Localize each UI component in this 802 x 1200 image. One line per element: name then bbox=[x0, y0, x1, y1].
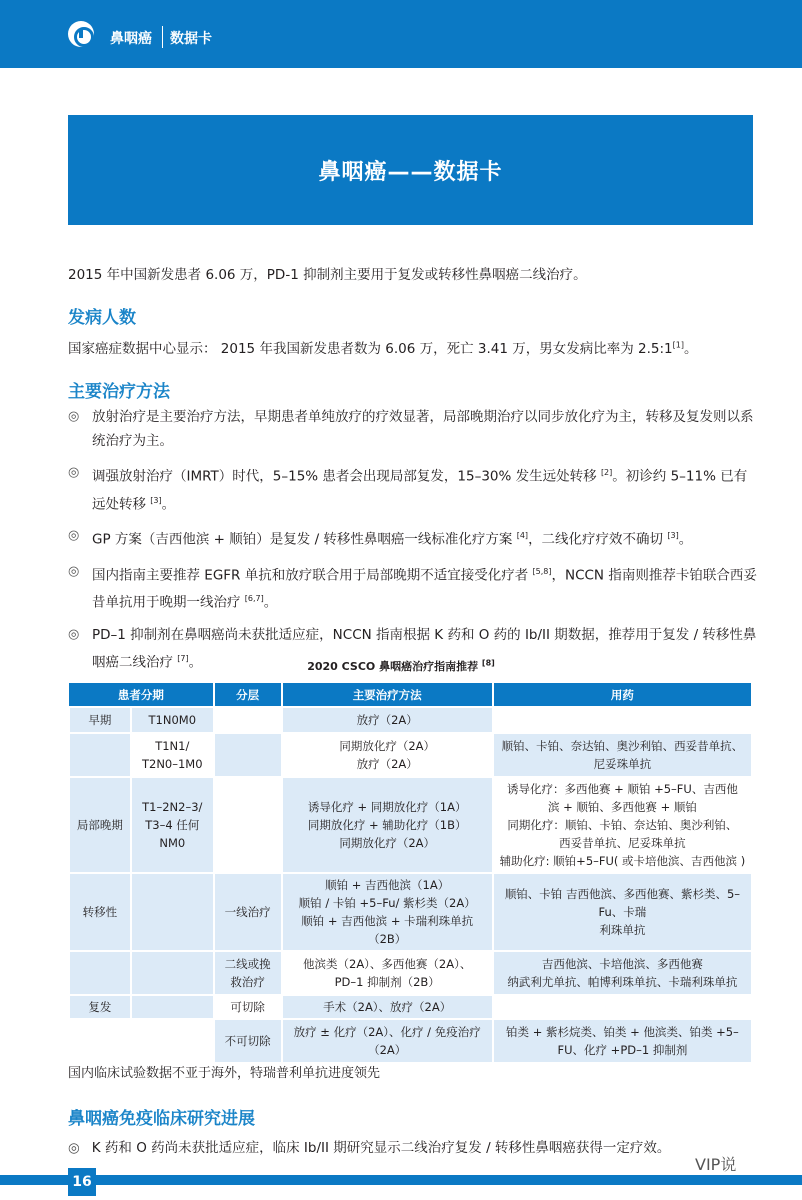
incidence-end: 。 bbox=[683, 341, 698, 357]
method-line: 顺铂 / 卡铂 +5–Fu/ 紫杉类（2A） bbox=[298, 896, 476, 910]
table-header-row bbox=[69, 683, 752, 707]
list-item bbox=[68, 461, 758, 516]
drug-line: 西妥昔单抗、尼妥珠单抗 bbox=[559, 836, 686, 850]
ref: [2] bbox=[600, 468, 613, 477]
substage-cell bbox=[131, 1019, 214, 1063]
caption-text: 2020 CSCO 鼻咽癌治疗指南推荐 bbox=[307, 660, 482, 673]
drug-cell bbox=[493, 777, 752, 873]
drug-line: 尼妥珠单抗 bbox=[593, 757, 652, 771]
ref: [3] bbox=[150, 495, 162, 505]
layer-cell bbox=[214, 733, 282, 777]
method-cell bbox=[282, 873, 493, 951]
method-line: 同期放化疗（2A） bbox=[339, 836, 436, 850]
stage-cell: 早期 bbox=[69, 707, 131, 733]
ref: [4] bbox=[516, 531, 529, 540]
substage-line: T2N0–1M0 bbox=[141, 757, 203, 771]
bullet-icon: ◎ bbox=[68, 528, 80, 543]
title-box bbox=[68, 115, 753, 225]
col-header: 主要治疗方法 bbox=[282, 683, 493, 707]
layer-cell: 一线治疗 bbox=[214, 873, 282, 951]
immune-text bbox=[68, 1136, 670, 1156]
incidence-text bbox=[68, 337, 697, 357]
substage-cell bbox=[131, 733, 214, 777]
stage-cell: 局部晚期 bbox=[69, 777, 131, 873]
method-line: 放疗 ± 化疗（2A）、化疗 / 免疫治疗 bbox=[293, 1025, 481, 1039]
footer-bar bbox=[0, 1175, 802, 1185]
header-section: 数据卡 bbox=[170, 31, 212, 47]
substage-cell bbox=[131, 873, 214, 951]
immune-heading: 鼻咽癌免疫临床研究进展 bbox=[68, 1109, 255, 1129]
item-text: PD–1 抑制剂在鼻咽癌尚未获批适应症，NCCN 指南根据 K 药和 O 药的 Ib/II 期数据，推荐用于复发 / 转移性鼻咽癌二线治疗 bbox=[92, 626, 757, 670]
guideline-table bbox=[68, 683, 753, 1064]
item-text: 。初诊约 5–11% 已有远处转移 bbox=[92, 468, 748, 512]
method-line: 顺铂 + 吉西他滨 + 卡瑞利珠单抗（2B） bbox=[301, 914, 474, 946]
list-item bbox=[68, 524, 758, 552]
table-row bbox=[69, 733, 752, 777]
item-text: 。 bbox=[161, 496, 176, 512]
drug-cell bbox=[493, 733, 752, 777]
item-text: GP 方案（吉西他滨 + 顺铂）是复发 / 转移性鼻咽癌一线标准化疗方案 bbox=[92, 531, 517, 548]
method-cell: 放疗（2A） bbox=[282, 707, 493, 733]
method-line: 放疗（2A） bbox=[356, 757, 418, 771]
drug-line: 诱导化疗：多西他赛 + 顺铂 +5–FU、吉西他 bbox=[507, 782, 738, 796]
drug-line: 顺铂、卡铂 吉西他滨、多西他赛、紫杉类、5–Fu、卡瑞 bbox=[504, 887, 741, 919]
table-row bbox=[69, 707, 752, 733]
method-line: （2A） bbox=[368, 1043, 407, 1057]
header-bar bbox=[0, 0, 802, 68]
drug-cell bbox=[493, 995, 752, 1019]
table-row bbox=[69, 873, 752, 951]
method-cell: 手术（2A）、放疗（2A） bbox=[282, 995, 493, 1019]
bullet-icon: ◎ bbox=[68, 465, 80, 480]
drug-line: 同期化疗：顺铂、卡铂、奈达铂、奥沙利铂、 bbox=[507, 818, 738, 832]
page-title: 鼻咽癌——数据卡 bbox=[318, 159, 503, 185]
bullet-icon: ◎ bbox=[68, 1140, 80, 1156]
table-row bbox=[69, 777, 752, 873]
stage-cell: 转移性 bbox=[69, 873, 131, 951]
substage-line: T1–2N2–3/ bbox=[142, 800, 203, 814]
method-cell bbox=[282, 1019, 493, 1063]
layer-line: 二线或挽 bbox=[224, 957, 271, 971]
drug-cell bbox=[493, 951, 752, 995]
drug-line: FU、化疗 +PD–1 抑制剂 bbox=[557, 1043, 688, 1057]
item-text: 放射治疗是主要治疗方法，早期患者单纯放疗的疗效显著，局部晚期治疗以同步放化疗为主，转移及复发则以系统治疗为主。 bbox=[92, 409, 754, 449]
intro-text: 2015 年中国新发患者 6.06 万，PD-1 抑制剂主要用于复发或转移性鼻咽癌二线治疗。 bbox=[68, 267, 587, 283]
item-text: ，二线化疗疗效不确切 bbox=[528, 531, 668, 548]
method-cell bbox=[282, 777, 493, 873]
table-footnote: 国内临床试验数据不亚于海外，特瑞普利单抗进度领先 bbox=[68, 1066, 381, 1081]
table-caption bbox=[0, 658, 802, 674]
item-text: 调强放射治疗（IMRT）时代，5–15% 患者会出现局部复发，15–30% 发生远处转移 bbox=[92, 468, 601, 485]
table-row bbox=[69, 1019, 752, 1063]
method-cell bbox=[282, 733, 493, 777]
substage-cell: T1N0M0 bbox=[131, 707, 214, 733]
incidence-body: 国家癌症数据中心显示： 2015 年我国新发患者数为 6.06 万，死亡 3.41 万，男女发病比率为 2.5:1 bbox=[68, 341, 673, 357]
substage-cell bbox=[131, 951, 214, 995]
stage-cell: 复发 bbox=[69, 995, 131, 1019]
drug-line: 辅助化疗: 顺铂+5–FU( 或卡培他滨、吉西他滨 ) bbox=[499, 854, 746, 868]
drug-line: 纳武利尤单抗、帕博利珠单抗、卡瑞利珠单抗 bbox=[507, 975, 738, 989]
method-line: 诱导化疗 + 同期放化疗（1A） bbox=[307, 800, 467, 814]
drug-line: 铂类 + 紫杉烷类、铂类 + 他滨类、铂类 +5– bbox=[506, 1025, 739, 1039]
page-number: 16 bbox=[68, 1168, 96, 1196]
header-brand: 鼻咽癌 bbox=[110, 31, 152, 47]
method-line: PD–1 抑制剂（2B） bbox=[334, 975, 440, 989]
bullet-icon: ◎ bbox=[68, 409, 80, 424]
col-header: 患者分期 bbox=[69, 683, 214, 707]
ref: [6,7] bbox=[244, 594, 264, 603]
item-text: 。 bbox=[263, 594, 278, 611]
layer-cell: 不可切除 bbox=[214, 1019, 282, 1063]
ref: [3] bbox=[667, 531, 679, 540]
layer-cell: 可切除 bbox=[214, 995, 282, 1019]
col-header: 用药 bbox=[493, 683, 752, 707]
stage-cell bbox=[69, 733, 131, 777]
method-line: 顺铂 + 吉西他滨（1A） bbox=[325, 878, 450, 892]
stage-cell bbox=[69, 951, 131, 995]
logo-icon bbox=[68, 21, 94, 47]
immune-body: K 药和 O 药尚未获批适应症，临床 Ib/II 期研究显示二线治疗复发 / 转移性鼻咽癌获得一定疗效。 bbox=[91, 1140, 671, 1156]
layer-line: 救治疗 bbox=[230, 975, 265, 989]
substage-line: NM0 bbox=[159, 836, 186, 850]
substage-line: T1N1/ bbox=[155, 739, 190, 753]
method-line: 同期放化疗 + 辅助化疗（1B） bbox=[307, 818, 467, 832]
item-text: 。 bbox=[188, 654, 203, 670]
drug-cell bbox=[493, 873, 752, 951]
method-line: 同期放化疗（2A） bbox=[339, 739, 436, 753]
drug-line: 吉西他滨、卡培他滨、多西他赛 bbox=[541, 957, 703, 971]
item-text: 国内指南主要推荐 EGFR 单抗和放疗联合用于局部晚期不适宜接受化疗者 bbox=[92, 567, 533, 583]
table-row bbox=[69, 995, 752, 1019]
ref: [1] bbox=[672, 340, 684, 350]
drug-line: 利珠单抗 bbox=[599, 923, 646, 937]
substage-cell bbox=[131, 777, 214, 873]
ref: [5,8] bbox=[532, 566, 552, 576]
treatment-heading: 主要治疗方法 bbox=[68, 382, 170, 402]
item-text: ，NCCN 指南则推荐卡铂联合西妥昔单抗用于晚期一线治疗 bbox=[92, 567, 757, 611]
substage-cell bbox=[131, 995, 214, 1019]
ref: [7] bbox=[177, 653, 189, 663]
table-row bbox=[69, 951, 752, 995]
list-item bbox=[68, 405, 758, 453]
drug-cell bbox=[493, 1019, 752, 1063]
substage-line: T3–4 任何 bbox=[145, 818, 200, 832]
drug-line: 顺铂、卡铂、奈达铂、奥沙利铂、西妥昔单抗、 bbox=[501, 739, 744, 753]
bullet-icon: ◎ bbox=[68, 626, 80, 642]
col-header: 分层 bbox=[214, 683, 282, 707]
layer-cell bbox=[214, 707, 282, 733]
stage-cell bbox=[69, 1019, 131, 1063]
method-cell bbox=[282, 951, 493, 995]
treatment-list bbox=[68, 405, 758, 682]
list-item bbox=[68, 560, 758, 615]
drug-cell bbox=[493, 707, 752, 733]
item-text: 。 bbox=[678, 531, 693, 548]
incidence-heading: 发病人数 bbox=[68, 308, 136, 328]
layer-cell bbox=[214, 777, 282, 873]
watermark-text: VIP说 bbox=[695, 1155, 737, 1174]
method-line: 他滨类（2A）、多西他赛（2A）、 bbox=[303, 957, 472, 971]
layer-cell bbox=[214, 951, 282, 995]
header-divider bbox=[162, 26, 163, 48]
bullet-icon: ◎ bbox=[68, 563, 80, 579]
drug-line: 滨 + 顺铂、多西他赛 + 顺铂 bbox=[547, 800, 697, 814]
ref: [8] bbox=[481, 658, 495, 668]
